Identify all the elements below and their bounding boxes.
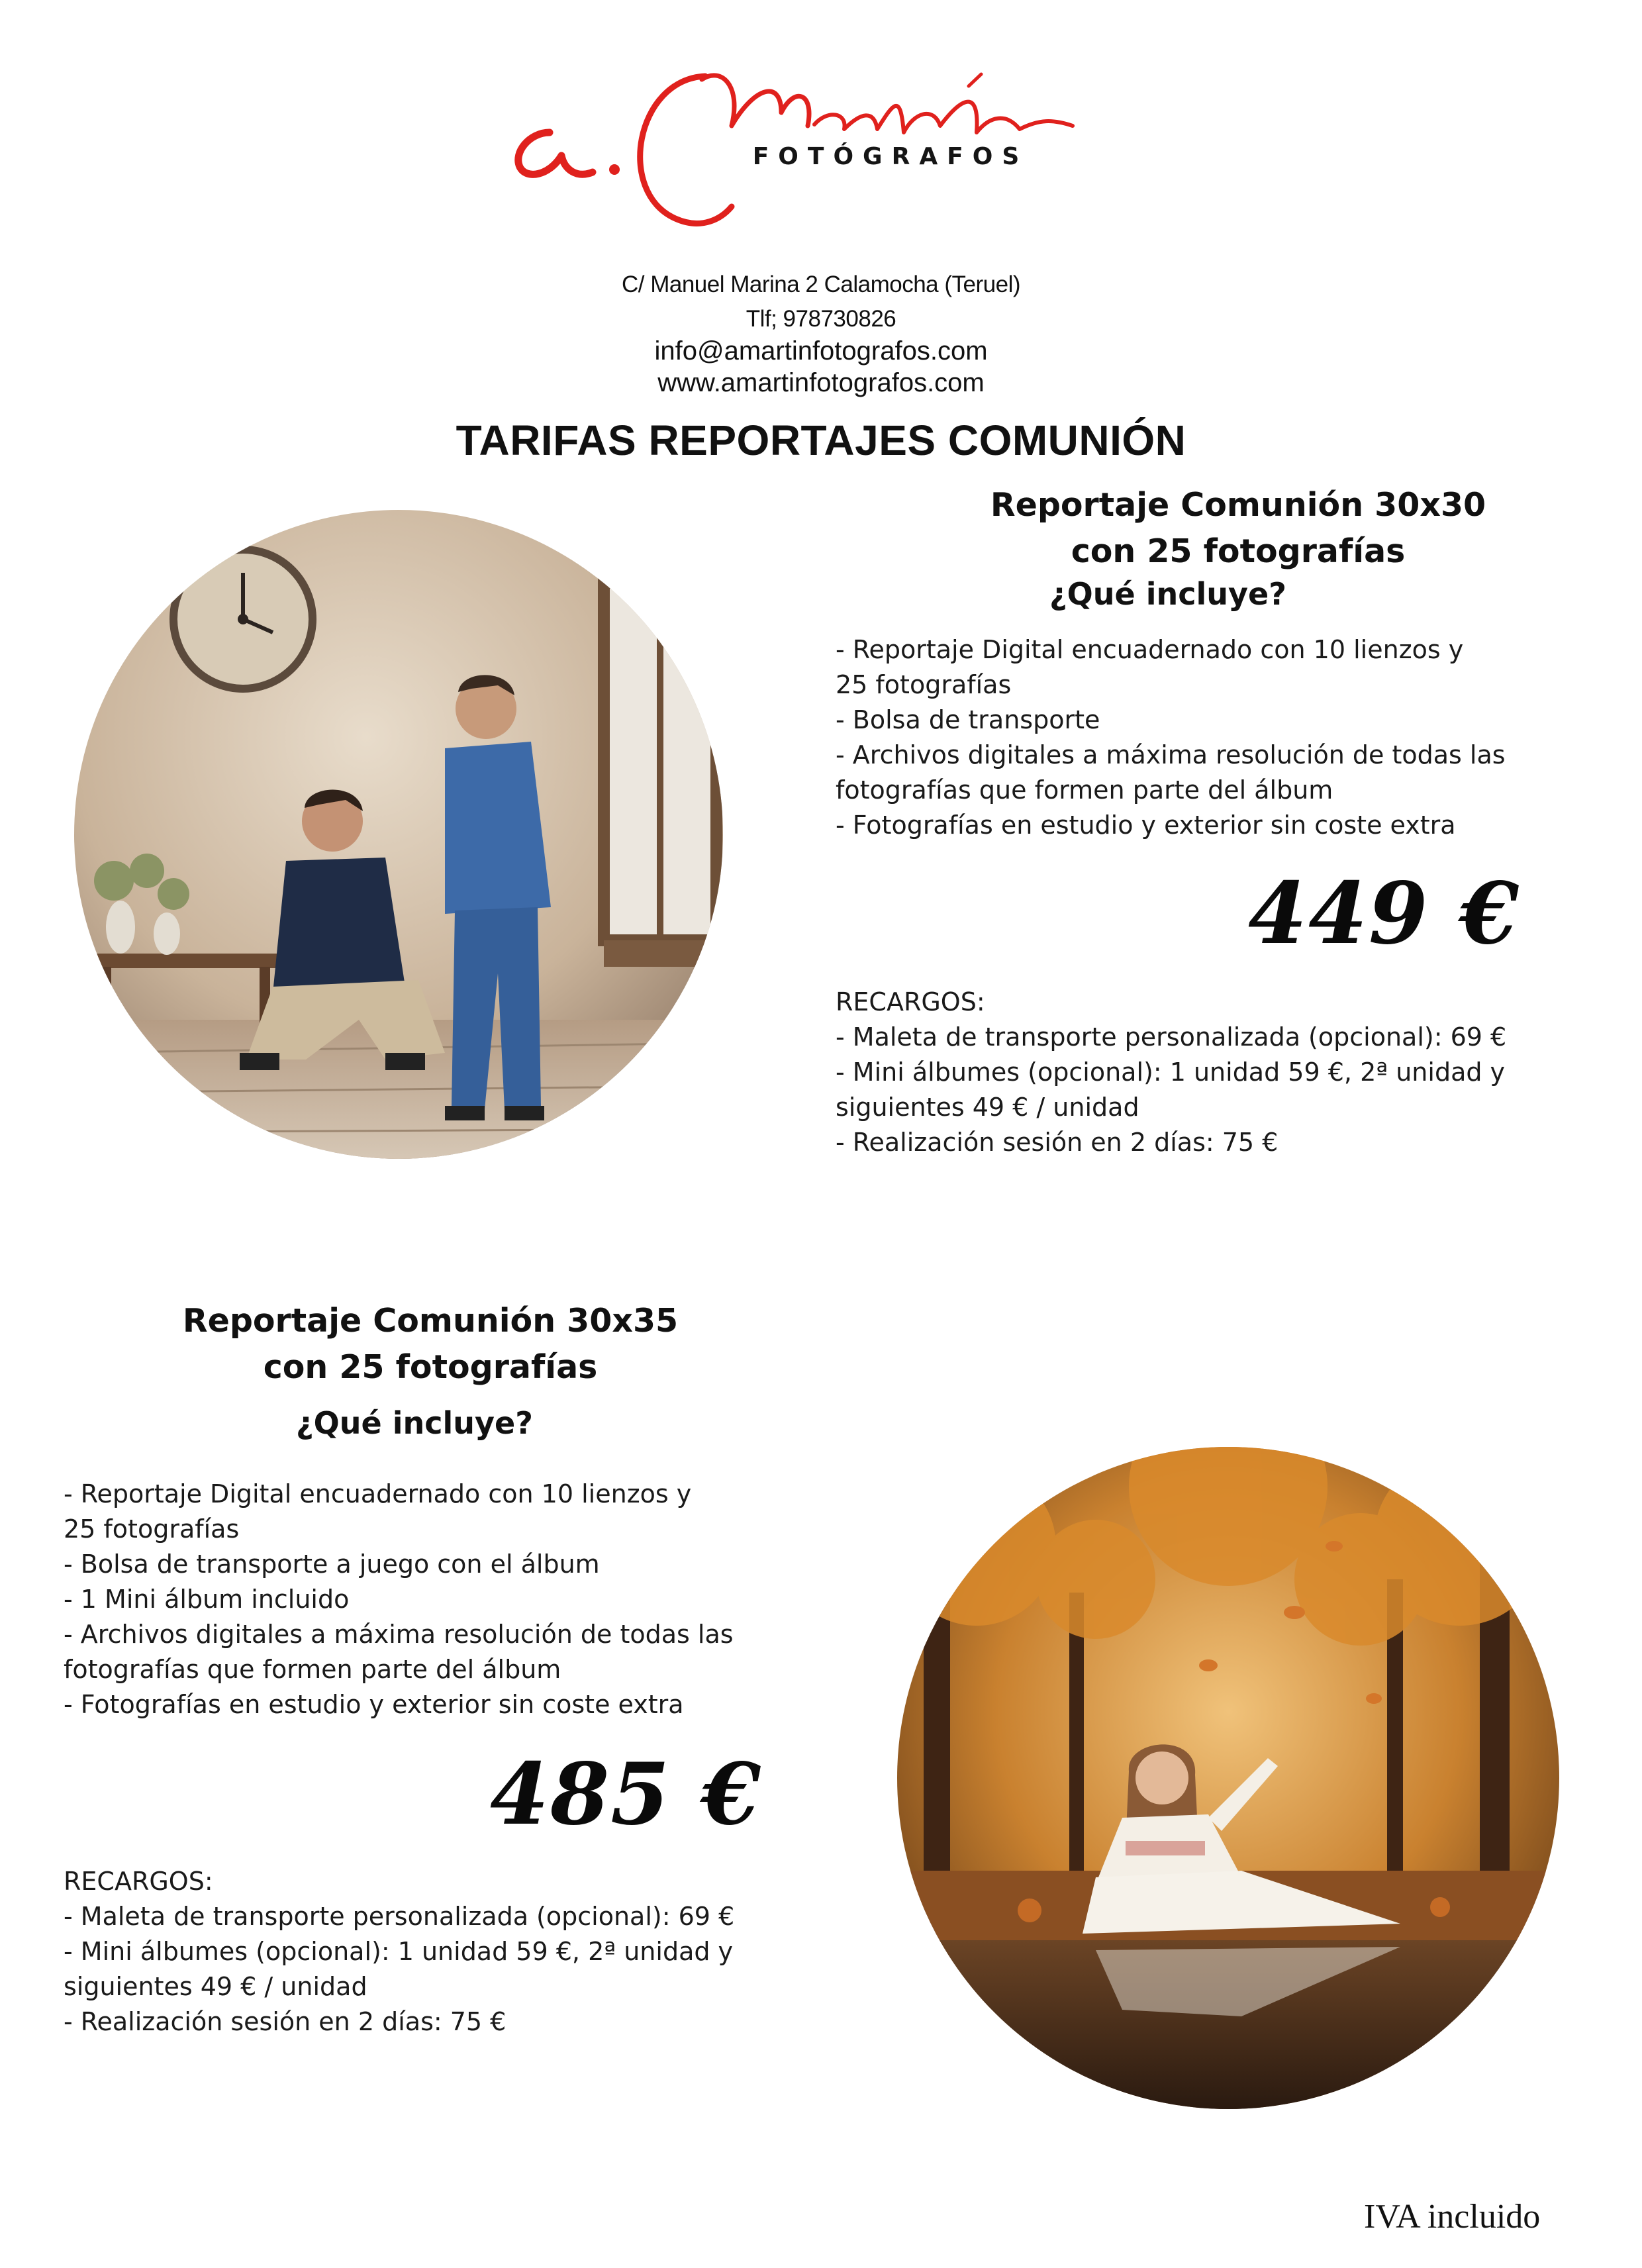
list-item: siguientes 49 € / unidad (836, 1093, 1139, 1122)
list-item: - Bolsa de transporte (836, 705, 1100, 734)
list-item: - 1 Mini álbum incluido (64, 1585, 350, 1614)
package1-price: 449 € (1248, 864, 1520, 963)
brand-logo (503, 40, 1139, 258)
package1-title-line1: Reportaje Comunión 30x30 (990, 486, 1486, 524)
list-item: fotografías que formen parte del álbum (836, 775, 1333, 805)
package2-surcharges (64, 1864, 734, 2040)
list-item: 25 fotografías (64, 1514, 240, 1544)
list-item: siguientes 49 € / unidad (64, 1972, 367, 2001)
package1-includes-heading: ¿Qué incluye? (1049, 576, 1286, 612)
package2-includes-heading: ¿Qué incluye? (296, 1405, 533, 1441)
list-item: - Reportaje Digital encuadernado con 10 lienzos y (836, 635, 1464, 664)
list-item: - Archivos digitales a máxima resolución de todas las (836, 740, 1506, 769)
list-item: - Bolsa de transporte a juego con el álbum (64, 1550, 600, 1579)
package1-title-line2: con 25 fotografías (1071, 532, 1406, 570)
list-item: 25 fotografías (836, 670, 1012, 699)
contact-email[interactable]: info@amartinfotografos.com (654, 336, 988, 366)
surcharges-heading: RECARGOS: (64, 1867, 213, 1896)
list-item: - Fotografías en estudio y exterior sin coste extra (64, 1690, 684, 1719)
list-item: - Reportaje Digital encuadernado con 10 lienzos y (64, 1479, 692, 1508)
list-item: fotografías que formen parte del álbum (64, 1655, 561, 1684)
package2-photo-girl-autumn (897, 1447, 1559, 2109)
contact-address: C/ Manuel Marina 2 Calamocha (Teruel) (621, 271, 1021, 297)
list-item: - Mini álbumes (opcional): 1 unidad 59 €, 2ª unidad y (64, 1937, 734, 1966)
list-item: - Realización sesión en 2 días: 75 € (64, 2007, 507, 2036)
list-item: - Archivos digitales a máxima resolución de todas las (64, 1620, 734, 1649)
surcharges-heading: RECARGOS: (836, 987, 985, 1016)
list-item: - Mini álbumes (opcional): 1 unidad 59 €, 2ª unidad y (836, 1058, 1506, 1087)
list-item: - Maleta de transporte personalizada (opcional): 69 € (836, 1022, 1507, 1052)
package1-surcharges (836, 985, 1506, 1160)
package2-includes-list (64, 1477, 734, 1722)
brand-logo-graphic (503, 40, 1139, 258)
package2-title-line2: con 25 fotografías (263, 1348, 598, 1386)
package1-includes-list (836, 632, 1506, 843)
contact-phone: Tlf; 978730826 (746, 306, 896, 332)
package1-photo-boys-studio (74, 510, 723, 1159)
contact-website[interactable]: www.amartinfotografos.com (657, 368, 985, 397)
list-item: - Realización sesión en 2 días: 75 € (836, 1128, 1279, 1157)
svg-text:FOTÓGRAFOS: FOTÓGRAFOS (752, 143, 1029, 170)
page-title: TARIFAS REPORTAJES COMUNIÓN (456, 417, 1186, 464)
list-item: - Fotografías en estudio y exterior sin coste extra (836, 811, 1456, 840)
package2-title-line1: Reportaje Comunión 30x35 (182, 1302, 679, 1340)
package2-price: 485 € (490, 1745, 762, 1844)
vat-note: IVA incluido (1364, 2198, 1541, 2236)
list-item: - Maleta de transporte personalizada (opcional): 69 € (64, 1902, 735, 1931)
